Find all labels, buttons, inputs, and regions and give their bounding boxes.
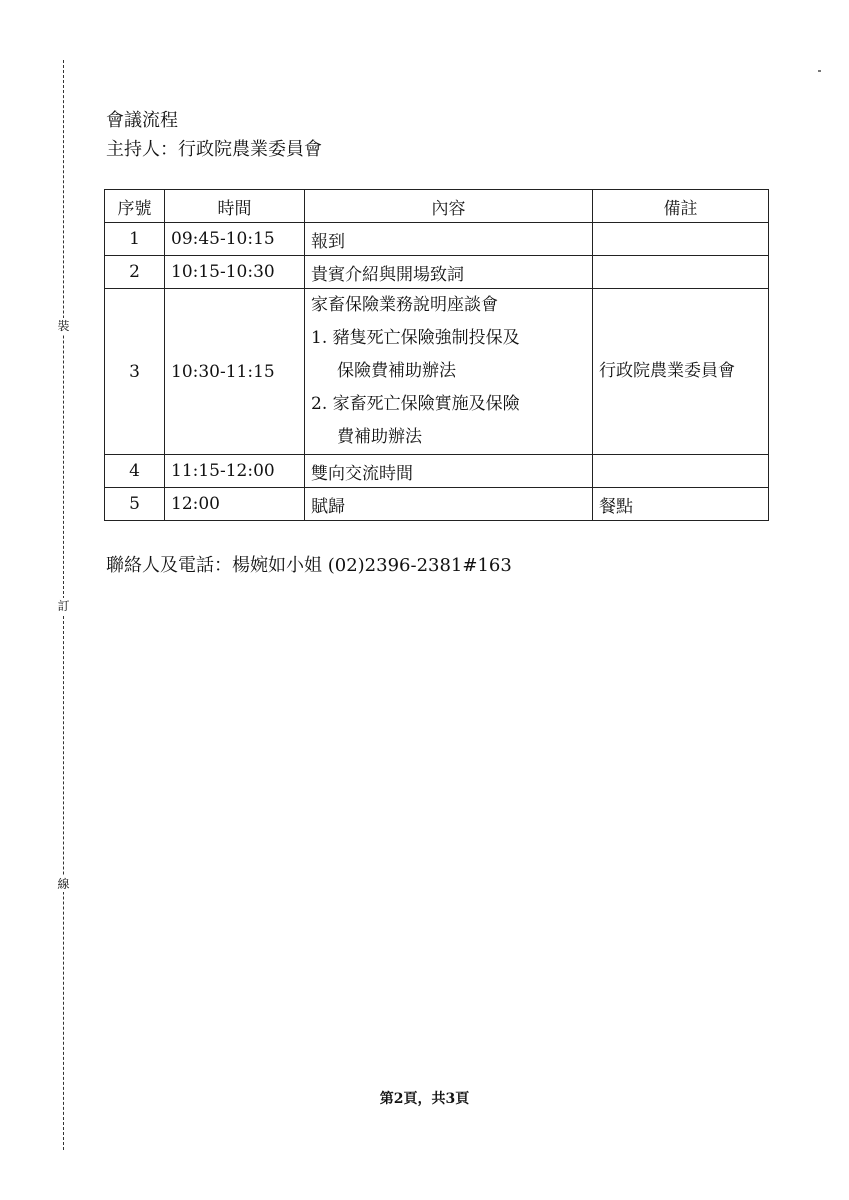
row-content: 賦歸 <box>305 488 593 521</box>
contact-line <box>106 553 512 579</box>
content-line-item-2-cont: 費補助辦法 <box>337 427 422 447</box>
row-time: 09:45-10:15 <box>165 223 305 256</box>
row-no: 2 <box>105 256 165 289</box>
row-no: 5 <box>105 488 165 521</box>
binding-mark-zhuang: 裝 <box>57 319 70 333</box>
row-time: 10:30-11:15 <box>165 289 305 455</box>
row-time: 12:00 <box>165 488 305 521</box>
row-note <box>593 455 769 488</box>
row-note <box>593 289 769 455</box>
table-row <box>105 488 769 521</box>
content-line-heading: 家畜保險業務說明座談會 <box>311 295 498 315</box>
host-label: 主持人： <box>106 139 178 160</box>
header-time: 時間 <box>165 190 305 223</box>
row-content: 報到 <box>305 223 593 256</box>
header-note: 備註 <box>593 190 769 223</box>
host-line <box>106 137 322 163</box>
content-line-item-1-cont: 保險費補助辦法 <box>337 361 456 381</box>
row-time: 11:15-12:00 <box>165 455 305 488</box>
row-content <box>305 289 593 455</box>
row-time: 10:15-10:30 <box>165 256 305 289</box>
contact-name: 楊婉如小姐 <box>232 555 322 576</box>
row-no: 4 <box>105 455 165 488</box>
table-row <box>105 289 769 455</box>
binding-mark-ding: 訂 <box>57 599 70 613</box>
contact-label: 聯絡人及電話： <box>106 555 232 576</box>
row-no: 3 <box>105 289 165 455</box>
agenda-table <box>104 189 769 521</box>
row-note: 餐點 <box>593 488 769 521</box>
scan-speck <box>818 70 821 72</box>
content-line-item-1: 1. 豬隻死亡保險強制投保及 <box>311 328 520 348</box>
row-note-text: 行政院農業委員會 <box>599 361 735 381</box>
header-no: 序號 <box>105 190 165 223</box>
row-content: 雙向交流時間 <box>305 455 593 488</box>
content-line-item-2: 2. 家畜死亡保險實施及保險 <box>311 394 520 414</box>
contact-phone: (02)2396-2381#163 <box>327 555 512 576</box>
row-note <box>593 223 769 256</box>
table-row <box>105 256 769 289</box>
page-title: 會議流程 <box>106 110 178 131</box>
page-number: 第2頁，共3頁 <box>379 1091 470 1107</box>
row-no: 1 <box>105 223 165 256</box>
host-value: 行政院農業委員會 <box>178 139 322 160</box>
table-header-row <box>105 190 769 223</box>
table-row <box>105 455 769 488</box>
table-row <box>105 223 769 256</box>
binding-mark-xian: 線 <box>57 877 70 891</box>
header-content: 內容 <box>305 190 593 223</box>
row-content: 貴賓介紹與開場致詞 <box>305 256 593 289</box>
row-note <box>593 256 769 289</box>
